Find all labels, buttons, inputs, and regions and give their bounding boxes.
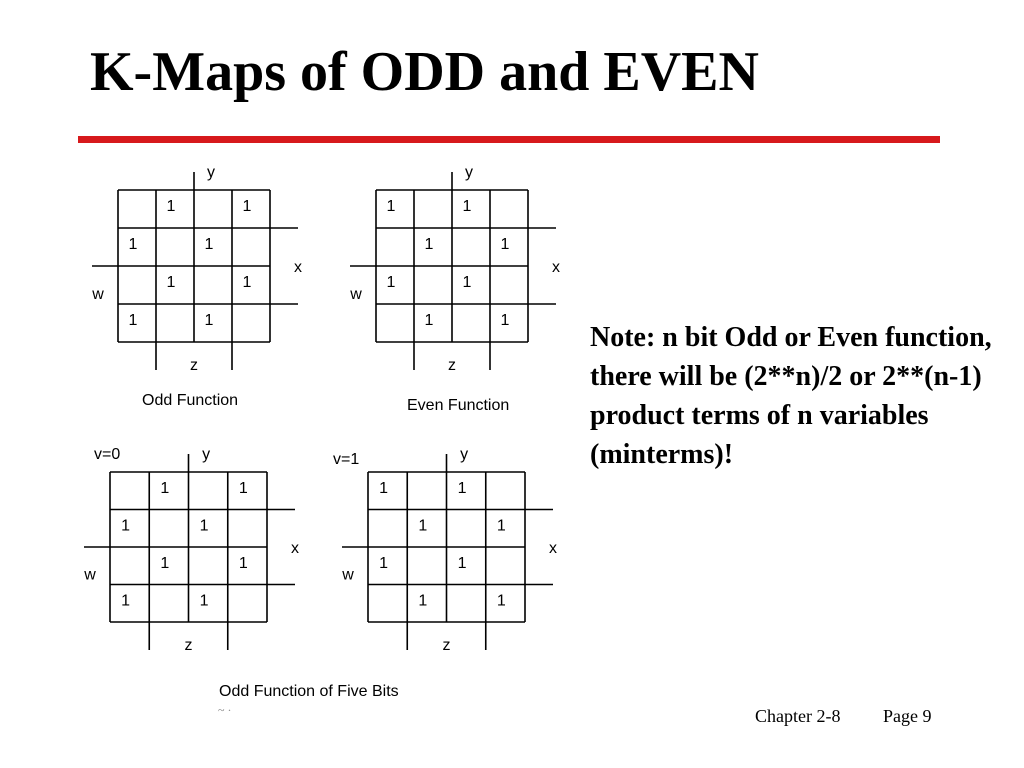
kmap-cell-value: 1 [199, 517, 209, 535]
x-label: x [552, 259, 560, 276]
kmap-cell-value: 1 [500, 236, 510, 253]
z-label: z [190, 357, 198, 374]
kmap-cell-value: 1 [166, 198, 176, 215]
kmap-cell-value: 1 [121, 517, 131, 535]
z-label: z [442, 637, 451, 654]
kmap-cell-value: 1 [424, 312, 434, 329]
kmap-cell-value: 1 [457, 554, 467, 572]
kmap-cell-value: 1 [496, 517, 506, 535]
footer-chapter: Chapter 2-8 [755, 706, 841, 726]
w-label: w [92, 286, 104, 303]
kmap-cell-value: 1 [379, 479, 389, 497]
z-label: z [184, 637, 193, 654]
kmap-cell-value: 1 [496, 592, 506, 610]
kmap-cell-value: 1 [424, 236, 434, 253]
y-label: y [465, 164, 473, 181]
kmap-cell-value: 1 [199, 592, 209, 610]
kmap-cell-value: 1 [386, 198, 396, 215]
five-bit-caption: Odd Function of Five Bits [219, 683, 399, 700]
x-label: x [294, 259, 302, 276]
kmap-cell-value: 1 [238, 554, 248, 572]
corner-label: v=0 [94, 446, 121, 463]
kmap-cell-value: 1 [242, 274, 252, 291]
w-label: w [350, 286, 362, 303]
slide-title: K-Maps of ODD and EVEN [90, 41, 759, 103]
kmap-cell-value: 1 [204, 236, 214, 253]
kmap-cell-value: 1 [128, 312, 138, 329]
kmap-cell-value: 1 [500, 312, 510, 329]
kmap-cell-value: 1 [386, 274, 396, 291]
note-text: Note: n bit Odd or Even function, there will be (2**n)/2 or 2**(n-1) product terms of n variables (minterms)! [590, 322, 992, 470]
corner-label: v=1 [333, 451, 360, 468]
kmap-cell-value: 1 [204, 312, 214, 329]
z-label: z [448, 357, 456, 374]
y-label: y [460, 446, 469, 463]
kmap-cell-value: 1 [418, 517, 428, 535]
kmap-cell-value: 1 [242, 198, 252, 215]
kmap-cell-value: 1 [121, 592, 131, 610]
footer-mark: ~ · [218, 703, 232, 717]
kmap-cell-value: 1 [457, 479, 467, 497]
w-label: w [84, 566, 96, 584]
kmap-cell-value: 1 [160, 479, 170, 497]
x-label: x [549, 540, 557, 557]
kmap-cell-value: 1 [418, 592, 428, 610]
even-function-caption: Even Function [407, 397, 510, 414]
kmap-cell-value: 1 [462, 274, 472, 291]
footer-page: Page 9 [883, 706, 932, 726]
y-label: y [207, 164, 215, 181]
x-label: x [291, 540, 299, 557]
kmap-cell-value: 1 [160, 554, 170, 572]
kmap-cell-value: 1 [462, 198, 472, 215]
y-label: y [202, 446, 211, 463]
kmap-cell-value: 1 [379, 554, 389, 572]
kmap-cell-value: 1 [128, 236, 138, 253]
kmap-cell-value: 1 [238, 479, 248, 497]
w-label: w [342, 566, 354, 584]
odd-function-caption: Odd Function [142, 392, 239, 409]
kmap-cell-value: 1 [166, 274, 176, 291]
